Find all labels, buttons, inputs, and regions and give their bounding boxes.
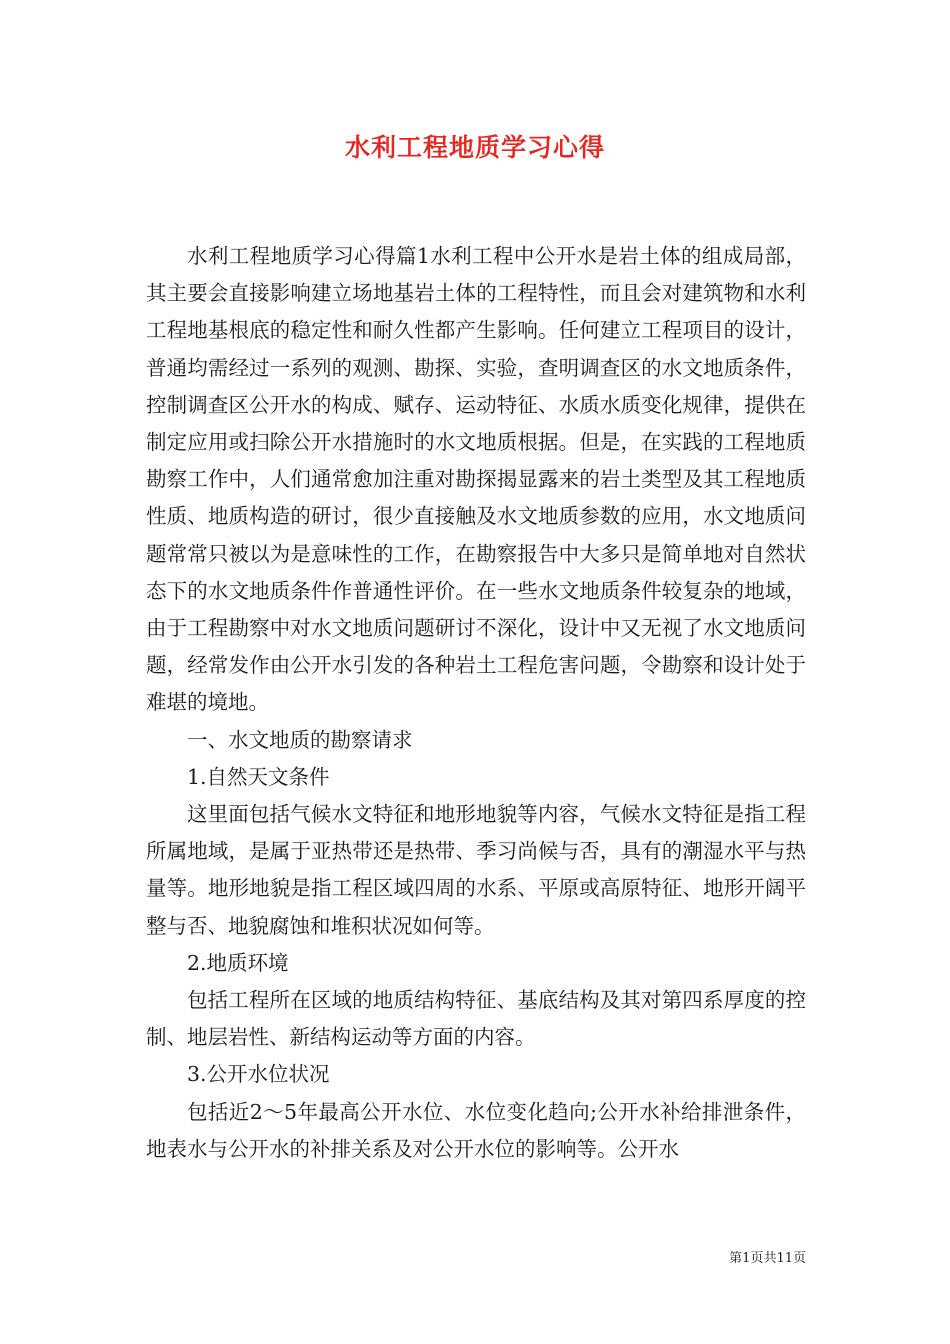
subsection-heading-3: 3.公开水位状况 — [187, 1062, 330, 1087]
subsection-heading-2: 2.地质环境 — [187, 950, 289, 975]
subsection-heading-1: 1.自然天文条件 — [187, 764, 330, 789]
body-paragraph-geology: 包括工程所在区域的地质结构特征、基底结构及其对第四系厚度的控制、地层岩性、新结构运动等方面的内容。 — [146, 988, 806, 1050]
body-paragraph-climate: 这里面包括气候水文特征和地形地貌等内容，气候水文特征是指工程所属地域，是属于亚热带还是热带、季习尚候与否，具有的潮湿水平与热量等。地形地貌是指工程区域四周的水系、平原或高原特征、地形开阔平整与否、地貌腐蚀和堆积状况如何等。 — [146, 802, 806, 938]
body-paragraph-intro: 水利工程地质学习心得篇1水利工程中公开水是岩土体的组成局部，其主要会直接影响建立场地基岩土体的工程特性，而且会对建筑物和水利工程地基根底的稳定性和耐久性都产生影响。任何建立工程项目的设计，普通均需经过一系列的观测、勘探、实验，查明调查区的水文地质条件，控制调查区公开水的构成、赋存、运动特征、水质水质变化规律，提供在制定应用或扫除公开水措施时的水文地质根据。但是，在实践的工程地质勘察工作中，人们通常愈加注重对勘探揭显露来的岩土类型及其工程地质性质、地质构造的研讨，很少直接触及水文地质参数的应用，水文地质问题常常只被以为是意味性的工作，在勘察报告中大多只是简单地对自然状态下的水文地质条件作普通性评价。在一些水文地质条件较复杂的地域，由于工程勘察中对水文地质问题研讨不深化，设计中又无视了水文地质问题，经常发作由公开水引发的各种岩土工程危害问题，令勘察和设计处于难堪的境地。 — [146, 244, 806, 715]
body-paragraph-water-level: 包括近2～5年最高公开水位、水位变化趋向;公开水补给排泄条件，地表水与公开水的补排关系及对公开水位的影响等。公开水 — [146, 1099, 806, 1161]
section-heading-1: 一、水文地质的勘察请求 — [187, 727, 413, 752]
document-body — [146, 238, 806, 1168]
document-title: 水利工程地质学习心得 — [344, 133, 605, 162]
page-number-footer: 第1页共11页 — [729, 1251, 806, 1266]
